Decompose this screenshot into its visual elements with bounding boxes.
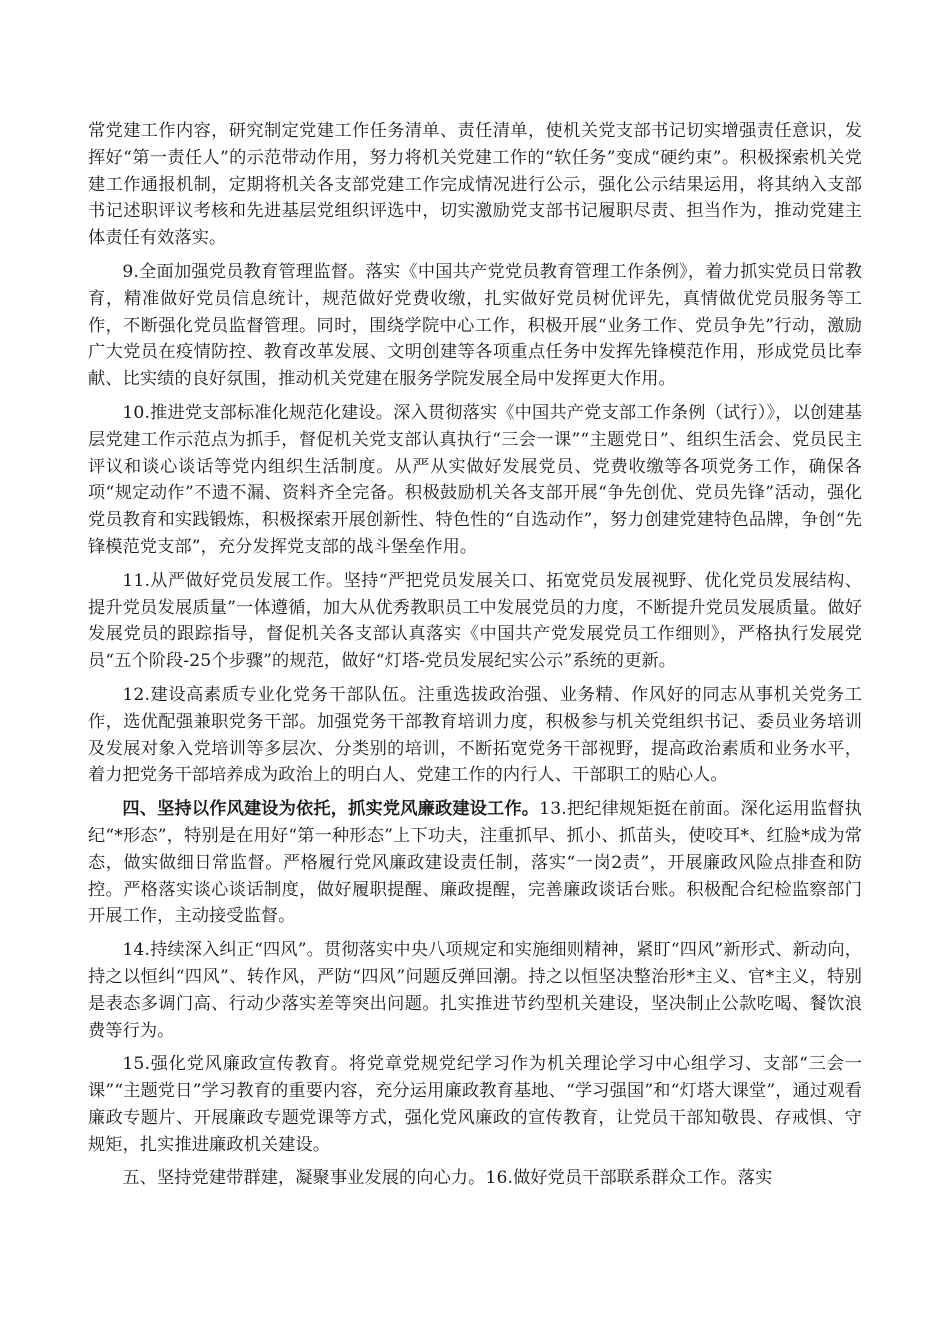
- section-heading: 四、坚持以作风建设为依托，抓实党风廉政建设工作。: [122, 799, 540, 820]
- paragraph-item-11: [88, 568, 862, 675]
- paragraph-text: 五、坚持党建带群建，凝聚事业发展的向心力。16.做好党员干部联系群众工作。落实: [122, 1168, 773, 1189]
- paragraph-text: 常党建工作内容，研究制定党建工作任务清单、责任清单，使机关党支部书记切实增强责任意识，发挥好“第一责任人”的示范带动作用，努力将机关党建工作的“软任务”变成“硬约束”。积极探索机关党建工作通报机制，定期将机关各支部党建工作完成情况进行公示，强化公示结果运用，将其纳入支部书记述职评议考核和先进基层党组织评选中，切实激励党支部书记履职尽责、担当作为，推动党建主体责任有效落实。: [88, 121, 862, 249]
- paragraph-text: 12.建设高素质专业化党务干部队伍。注重选拔政治强、业务精、作风好的同志从事机关党务工作，选优配强兼职党务干部。加强党务干部教育培训力度，积极参与机关党组织书记、委员业务培训及发展对象入党培训等多层次、分类别的培训，不断拓宽党务干部视野，提高政治素质和业务水平，着力把党务干部培养成为政治上的明白人、党建工作的内行人、干部职工的贴心人。: [88, 684, 862, 786]
- paragraph-text: 9.全面加强党员教育管理监督。落实《中国共产党党员教育管理工作条例》，着力抓实党员日常教育，精准做好党员信息统计，规范做好党费收缴，扎实做好党员树优评先，真情做优党员服务等工作，不断强化党员监督管理。同时，围绕学院中心工作，积极开展“业务工作、党员争先”行动，激励广大党员在疫情防控、教育改革发展、文明创建等各项重点任务中发挥先锋模范作用，形成党员比奉献、比实绩的良好氛围，推动机关党建在服务学院发展全局中发挥更大作用。: [88, 261, 862, 390]
- paragraph-section-4: [88, 796, 862, 930]
- paragraph-item-15: [88, 1051, 862, 1158]
- paragraph-text: 14.持续深入纠正“四风”。贯彻落实中央八项规定和实施细则精神，紧盯“四风”新形式、新动向，持之以恒纠“四风”、转作风，严防“四风”问题反弹回潮。持之以恒坚决整治形*主义、官*主义，特别是表态多调门高、行动少落实差等突出问题。扎实推进节约型机关建设，坚决制止公款吃喝、餐饮浪费等行为。: [88, 940, 862, 1041]
- paragraph-text: 13.把纪律规矩挺在前面。深化运用监督执纪“*形态”，特别是在用好“第一种形态”上下功夫，注重抓早、抓小、抓苗头，使咬耳*、红脸*成为常态，做实做细日常监督。严格履行党风廉政建设责任制，落实“一岗2责”，开展廉政风险点排查和防控。严格落实谈心谈话制度，做好履职提醒、廉政提醒，完善廉政谈话台账。积极配合纪检监察部门开展工作，主动接受监督。: [88, 799, 862, 927]
- paragraph-text: 15.强化党风廉政宣传教育。将党章党规党纪学习作为机关理论学习中心组学习、支部“三会一课”“主题党日”学习教育的重要内容，充分运用廉政教育基地、“学习强国”和“灯塔大课堂”，通过观看廉政专题片、开展廉政专题党课等方式，强化党风廉政的宣传教育，让党员干部知敬畏、存戒惧、守规矩，扎实推进廉政机关建设。: [88, 1054, 862, 1155]
- paragraph-text: 10.推进党支部标准化规范化建设。深入贯彻落实《中国共产党支部工作条例（试行）》，以创建基层党建工作示范点为抓手，督促机关党支部认真执行“三会一课”“主题党日”、组织生活会、党员民主评议和谈心谈话等党内组织生活制度。从严从实做好发展党员、党费收缴等各项党务工作，确保各项“规定动作”不遗不漏、资料齐全完备。积极鼓励机关各支部开展“争先创优、党员先锋”活动，强化党员教育和实践锻炼，积极探索开展创新性、特色性的“自选动作”，努力创建党建特色品牌，争创“先锋模范党支部”，充分发挥党支部的战斗堡垒作用。: [88, 402, 862, 557]
- paragraph-item-9: [88, 259, 862, 393]
- paragraph-item-14: [88, 937, 862, 1044]
- paragraph-item-10: [88, 400, 862, 561]
- paragraph-item-12: [88, 682, 862, 789]
- paragraph-text: 11.从严做好党员发展工作。坚持“严把党员发展关口、拓宽党员发展视野、优化党员发展结构、提升党员发展质量”一体遵循，加大从优秀教职员工中发展党员的力度，不断提升党员发展质量。做好发展党员的跟踪指导，督促机关各支部认真落实《中国共产党发展党员工作细则》，严格执行发展党员“五个阶段-25个步骤”的规范，做好“灯塔-党员发展纪实公示”系统的更新。: [88, 570, 862, 672]
- paragraph-continuation: [88, 118, 862, 252]
- paragraph-section-5: [88, 1165, 862, 1192]
